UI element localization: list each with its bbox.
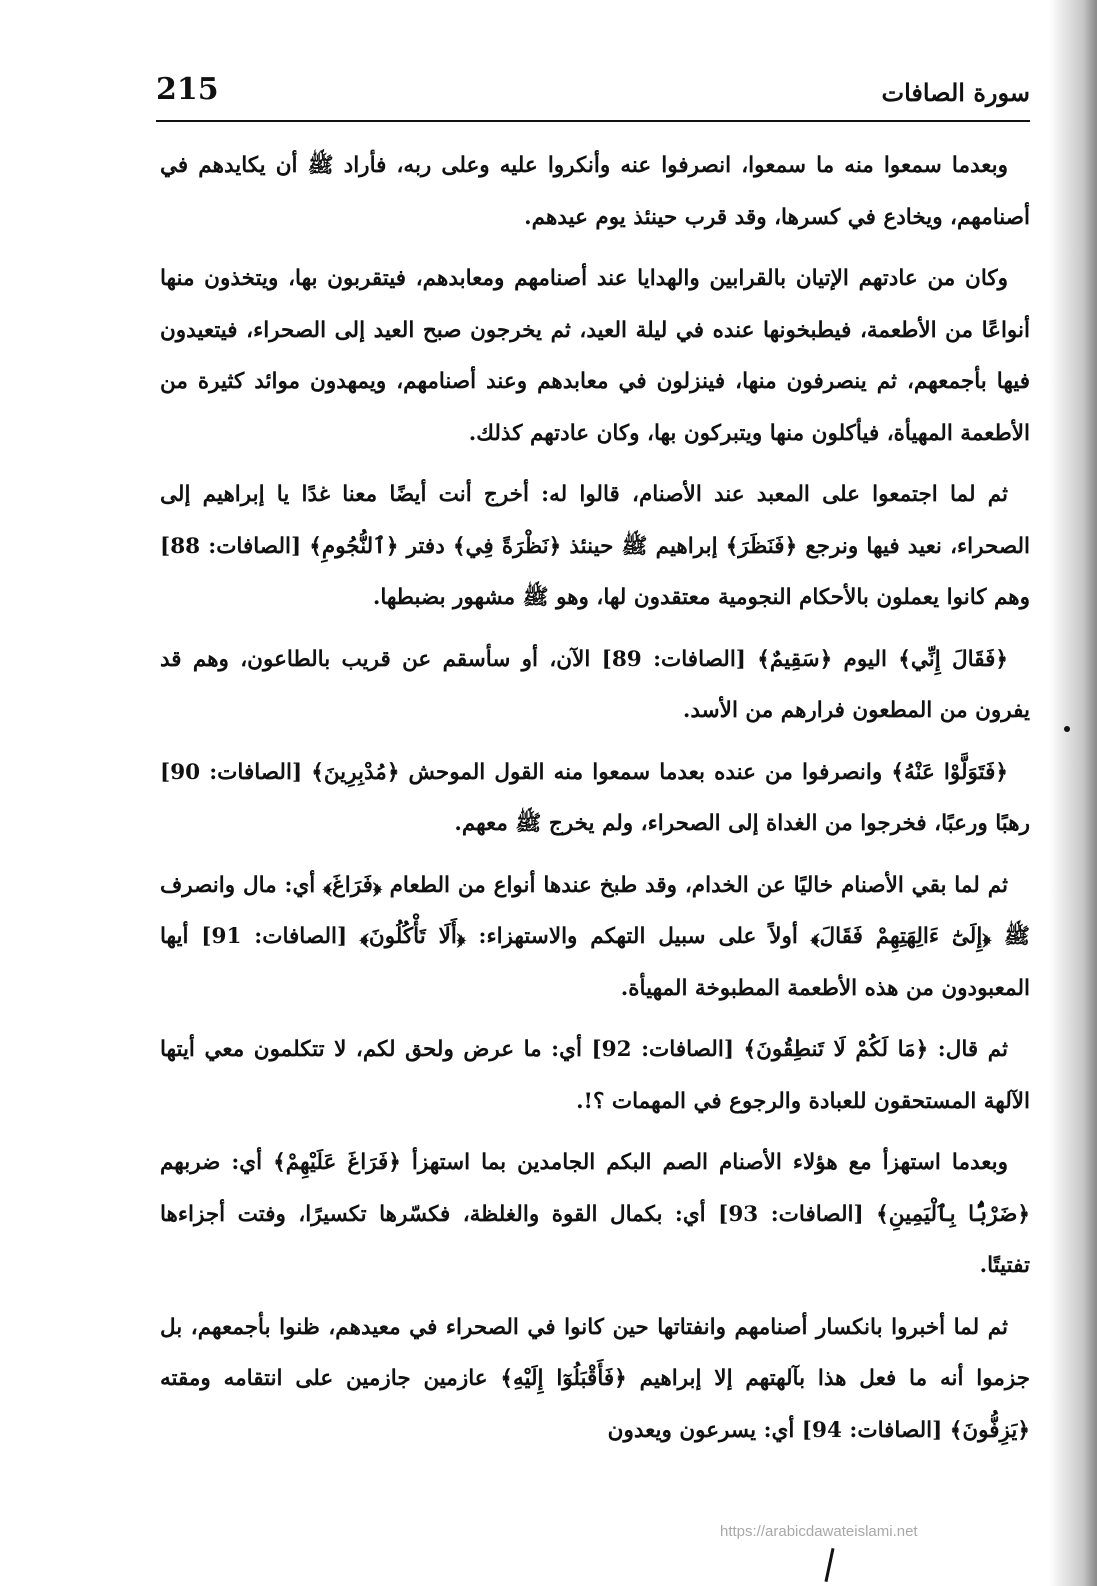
paragraph: ﴿فَتَوَلَّوْا عَنْهُ﴾ وانصرفوا من عنده بعدما سمعوا منه القول الموحش ﴿مُدْبِرِينَ﴾ [الصافات: 90] رهبًا ورعبًا، فخرجوا من الغداة إلى الصحراء، ولم يخرج ﷺ معهم. [160,759,1030,836]
paragraph: ثم لما أخبروا بانكسار أصنامهم وانفتاتها حين كانوا في الصحراء في معيدهم، ظنوا بأجمعهم، بل جزموا أنه ما فعل هذا بآلهتهم إلا إبراهيم ﴿فَأَقْبَلُوٓا إِلَيْهِ﴾ عازمين جازمين على انتقامه ومقته ﴿يَزِفُّونَ﴾ [الصافات: 94] أي: يسرعون ويعدون [160,1314,1030,1443]
paragraph: ﴿فَقَالَ إِنِّي﴾ اليوم ﴿سَقِيمٌ﴾ [الصافات: 89] الآن، أو سأسقم عن قريب بالطاعون، وهم قد يفرون من المطعون فرارهم من الأسد. [160,646,1030,723]
surah-title: سورة الصافات [881,78,1030,107]
paragraph: وكان من عادتهم الإتيان بالقرابين والهدايا عند أصنامهم ومعابدهم، فيتقربون بها، ويتخذون منها أنواعًا من الأطعمة، فيطبخونها عنده في ليلة العيد، ثم يخرجون صبح العيد إلى الصحراء، فيتعيدون فيها بأجمعهم، ثم ينصرفون منها، فينزلون في معابدهم وعند أصنامهم، ويمهدون موائد كثيرة من الأطعمة المهيأة، فيأكلون منها ويتبركون بها، وكان عادتهم كذلك. [160,266,1030,446]
page-body [160,140,1030,1466]
paragraph: وبعدما استهزأ مع هؤلاء الأصنام الصم البكم الجامدين بما استهزأ ﴿فَرَاغَ عَلَيْهِمْ﴾ أي: ضربهم ﴿ضَرْبًۢا بِٱلْيَمِينِ﴾ [الصافات: 93] أي: بكمال القوة والغلظة، فكسّرها تكسيرًا، وفتت أجزاءها تفتيتًا. [160,1150,1030,1278]
paragraph: وبعدما سمعوا منه ما سمعوا، انصرفوا عنه وأنكروا عليه وعلى ربه، فأراد ﷺ أن يكايدهم في أصنامهم، ويخادع في كسرها، وقد قرب حينئذ يوم عيدهم. [160,153,1030,230]
paragraph: ثم لما بقي الأصنام خاليًا عن الخدام، وقد طبخ عندها أنواع من الطعام ﴿فَرَاغَ﴾ أي: مال وانصرف ﷺ ﴿إِلَىٰٓ ءَالِهَتِهِمْ فَقَالَ﴾ أولاً على سبيل التهكم والاستهزاء: ﴿أَلَا تَأْكُلُونَ﴾ [الصافات: 91] أيها المعبودون من هذه الأطعمة المطبوخة المهيأة. [160,872,1030,1001]
paragraph: ثم قال: ﴿مَا لَكُمْ لَا تَنطِقُونَ﴾ [الصافات: 92] أي: ما عرض ولحق لكم، لا تتكلمون معي أيتها الآلهة المستحقون للعبادة والرجوع في المهمات ؟!. [160,1037,1030,1114]
watermark-url: https://arabicdawateislami.net [720,1523,918,1540]
scan-pen-stroke [824,1548,834,1582]
page-number: 215 [156,72,219,107]
page-header [156,70,1030,122]
margin-dot-mark [1064,726,1070,732]
paragraph: ثم لما اجتمعوا على المعبد عند الأصنام، قالوا له: أخرج أنت أيضًا معنا غدًا يا إبراهيم إلى الصحراء، نعيد فيها ونرجع ﴿فَنَظَرَ﴾ إبراهيم ﷺ حينئذ ﴿نَظْرَةً فِي﴾ دفتر ﴿ٱلنُّجُومِ﴾ [الصافات: 88] وهم كانوا يعملون بالأحكام النجومية معتقدون لها، وهو ﷺ مشهور بضبطها. [160,482,1030,610]
scan-shadow-edge [1049,0,1097,1586]
